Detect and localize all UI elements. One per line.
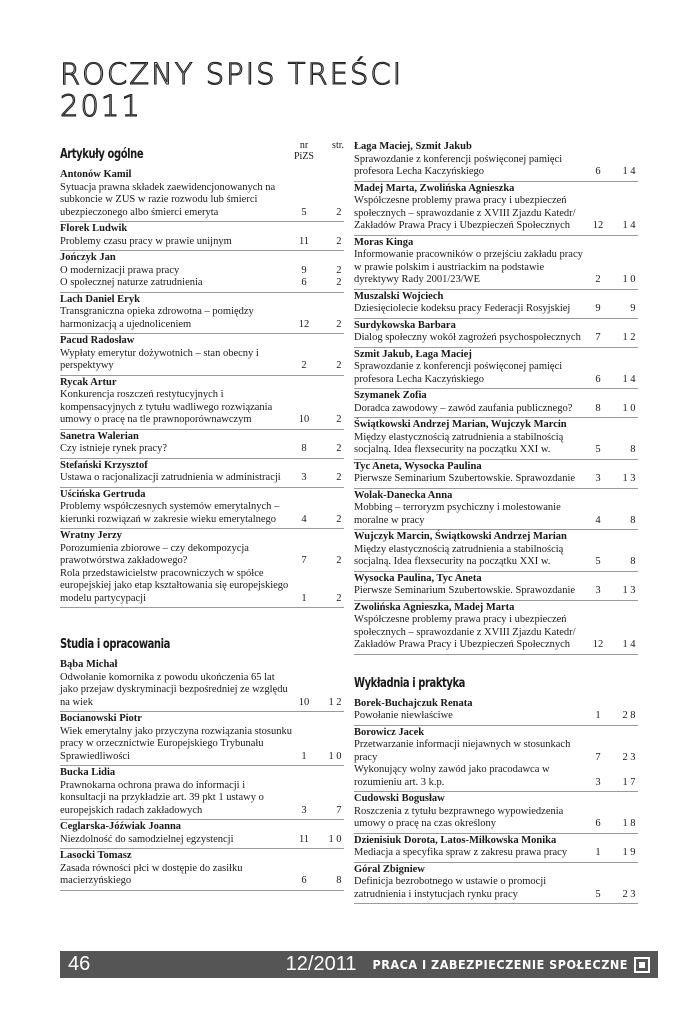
- entry-author: Stefański Krzysztof: [60, 459, 148, 471]
- toc-entry: [60, 459, 344, 488]
- column-label-str: str.: [332, 140, 344, 151]
- entry-author: Surdykowska Barbara: [354, 319, 456, 331]
- entry-page-number: 7: [336, 804, 344, 816]
- entry-page-number: 9: [630, 303, 638, 314]
- entry-author: Muszalski Wojciech: [354, 290, 444, 302]
- toc-entry: [354, 348, 638, 390]
- entry-author: Lach Daniel Eryk: [60, 293, 140, 305]
- entry-item: [354, 473, 638, 486]
- entry-author: Wujczyk Marcin, Świątkowski Andrzej Marian: [354, 531, 567, 542]
- entry-issue-number: 5: [595, 556, 601, 567]
- entry-author: Lasocki Tomasz: [60, 850, 132, 861]
- left-column: [60, 140, 344, 897]
- entry-issue-number: 1: [595, 847, 601, 858]
- entry-issue-number: 3: [301, 804, 307, 816]
- entry-item: [60, 265, 344, 278]
- entry-title: Zasada równości płci w dostępie do zasiłku macierzyńskiego: [60, 862, 243, 886]
- entry-item: [354, 361, 638, 386]
- entry-author: Borowicz Jacek: [354, 726, 425, 738]
- toc-entry: [354, 792, 638, 834]
- entry-title: Wypłaty emerytur dożywotnich – stan obecny i perspektywy: [60, 347, 259, 371]
- entry-title: Odwołanie komornika z powodu ukończenia 65 lat jako przejaw dyskryminacji bezpośredniej ze względu na wiek: [60, 671, 288, 708]
- toc-entry: [354, 290, 638, 319]
- entry-title: Prawnokarna ochrona prawa do informacji i konsultacji na przykładzie art. 39 pkt 1 ustawy o europejskich radach zakładowych: [60, 779, 264, 816]
- entry-item: [60, 834, 344, 847]
- entry-page-number: 2: [336, 277, 344, 288]
- toc-entry: [60, 849, 344, 891]
- entry-issue-number: 12: [298, 318, 310, 330]
- entry-title: Definicja bezrobotnego w ustawie o promocji zatrudnienia i instytucjach rynku pracy: [354, 876, 547, 900]
- entry-page-number: 2: [336, 414, 344, 425]
- entry-author: Wratny Jerzy: [60, 530, 122, 541]
- entry-item: [60, 726, 344, 764]
- entry-author: Madej Marta, Zwolińska Agnieszka: [354, 182, 515, 194]
- entry-author: Tyc Aneta, Wysocka Paulina: [354, 460, 482, 472]
- entry-title: Konkurencja roszczeń restytucyjnych i kompensacyjnych z tytułu wadliwego rozwiązania umowy o pracę na tle prawnoporównawczym: [60, 389, 273, 425]
- entry-page-number: 23: [622, 751, 638, 763]
- toc-entry: [354, 834, 638, 863]
- entry-author: Szymanek Zofia: [354, 390, 427, 401]
- entry-title: Współczesne problemy prawa pracy i ubezpieczeń społecznych – sprawozdanie z XVIII Zjazdu Katedr/ Zakładów Prawa Pracy i Ubezpieczeń Społecznych: [354, 614, 576, 650]
- entry-title: Współczesne problemy prawa pracy i ubezpieczeń społecznych – sprawozdanie z XVIII Zjazdu Katedr/ Zakładów Prawa Pracy i Ubezpieczeń Społecznych: [354, 195, 576, 231]
- entry-item: [354, 502, 638, 527]
- entry-issue-number: 6: [595, 166, 601, 177]
- entry-issue-number: 3: [595, 776, 601, 788]
- entry-title: Pierwsze Seminarium Szubertowskie. Sprawozdanie: [354, 473, 576, 484]
- entry-item: [354, 544, 638, 569]
- entry-item: [60, 501, 344, 526]
- entry-issue-number: 3: [595, 473, 601, 484]
- column-label-nr: nr PiZS: [293, 140, 314, 162]
- entry-author: Jończyk Jan: [60, 252, 116, 263]
- entry-page-number: 23: [622, 888, 638, 900]
- section-studia-i-opracowania: [60, 636, 344, 891]
- entry-title: Między elastycznością zatrudnienia a stabilnością socjalną. Idea flexsecurity na początku XXI w.: [354, 543, 564, 567]
- entry-author: Świątkowski Andrzej Marian, Wujczyk Marcin: [354, 419, 567, 430]
- entry-title: Wykonujący wolny zawód jako pracodawca w rozumieniu art. 3 k.p.: [354, 764, 550, 788]
- entry-page-number: 8: [630, 514, 638, 526]
- entry-item: [60, 472, 344, 485]
- toc-entry: [354, 697, 638, 726]
- entry-page-number: 28: [622, 710, 638, 721]
- entry-issue-number: 11: [298, 833, 310, 845]
- entry-issue-number: 6: [301, 277, 307, 288]
- toc-entry: [354, 418, 638, 460]
- entry-item: [354, 614, 638, 652]
- entry-title: Wiek emerytalny jako przyczyna rozwiązania stosunku pracy w orzecznictwie Europejskiego Trybunału Sprawiedliwości: [60, 725, 292, 762]
- toc-entry: [60, 376, 344, 430]
- toc-entry: [60, 529, 344, 608]
- entry-title: Czy istnieje rynek pracy?: [60, 443, 167, 454]
- toc-entry: [354, 530, 638, 572]
- entry-item: [354, 585, 638, 598]
- entry-issue-number: 12: [592, 220, 604, 231]
- entry-page-number: 12: [328, 696, 344, 708]
- toc-entry: [60, 293, 344, 335]
- entry-page-number: 2: [336, 443, 344, 454]
- entry-author: Rycak Artur: [60, 376, 117, 388]
- entry-issue-number: 5: [301, 206, 307, 218]
- toc-entry: [354, 460, 638, 489]
- journal-name: PRACA I ZABEZPIECZENIE SPOŁECZNE: [372, 957, 628, 972]
- entry-author: Cudowski Bogusław: [354, 793, 445, 804]
- entry-issue-number: 2: [301, 360, 307, 371]
- toc-entry: [354, 389, 638, 418]
- entry-title: Ustawa o racjonalizacji zatrudnienia w administracji: [60, 472, 281, 483]
- toc-entry: [354, 572, 638, 601]
- entry-author: Bucka Lidia: [60, 767, 116, 778]
- entry-item: [354, 249, 638, 287]
- entry-author: Bąba Michał: [60, 659, 118, 670]
- section-title: Studia i opracowania: [60, 636, 170, 652]
- entry-title: O modernizacji prawa pracy: [60, 264, 180, 276]
- entry-page-number: 2: [336, 318, 344, 330]
- entry-item: [60, 672, 344, 710]
- entry-issue-number: 6: [301, 875, 307, 886]
- right-column: [354, 140, 638, 910]
- section-studia-continued: [354, 140, 638, 655]
- entry-author: Bocianowski Piotr: [60, 713, 142, 724]
- toc-entry: [60, 251, 344, 293]
- entry-page-number: 2: [336, 513, 344, 525]
- entry-item: [354, 739, 638, 764]
- toc-entry: [354, 489, 638, 531]
- entry-issue-number: 1: [301, 750, 307, 762]
- entry-author: Borek-Buchajczuk Renata: [354, 697, 473, 709]
- toc-entry: [354, 726, 638, 793]
- entry-item: [60, 568, 344, 606]
- entry-author: Szmit Jakub, Łaga Maciej: [354, 348, 472, 360]
- entry-issue-number: 5: [595, 444, 601, 455]
- toc-entry: [60, 658, 344, 712]
- pizs-logo-icon: [634, 957, 650, 973]
- entry-page-number: 13: [622, 585, 638, 596]
- entry-issue-number: 4: [595, 514, 601, 526]
- entry-page-number: 8: [336, 875, 344, 886]
- entry-item: [354, 764, 638, 789]
- entry-page-number: 2: [336, 206, 344, 218]
- entry-issue-number: 7: [595, 332, 601, 343]
- entry-item: [60, 389, 344, 427]
- entry-author: Pacud Radosław: [60, 335, 135, 346]
- entry-issue-number: 9: [301, 264, 307, 276]
- entry-author: Łaga Maciej, Szmit Jakub: [354, 141, 472, 152]
- entry-page-number: 13: [622, 473, 638, 484]
- entry-item: [60, 236, 344, 249]
- entry-item: [354, 876, 638, 901]
- entry-issue-number: 11: [298, 235, 310, 247]
- column-labels: [292, 140, 344, 162]
- entry-title: Problemy czasu pracy w prawie unijnym: [60, 235, 232, 247]
- toc-entry: [354, 319, 638, 348]
- entry-title: Sprawozdanie z konferencji poświęconej pamięci profesora Lecha Kaczyńskiego: [354, 361, 563, 385]
- entry-item: [60, 443, 344, 456]
- toc-entry: [60, 430, 344, 459]
- entry-title: O społecznej naturze zatrudnienia: [60, 277, 203, 288]
- entry-issue-number: 1: [301, 592, 307, 604]
- toc-entry: [60, 712, 344, 766]
- entry-author: Moras Kinga: [354, 236, 414, 248]
- entry-item: [60, 863, 344, 888]
- entry-title: Przetwarzanie informacji niejawnych w stosunkach pracy: [354, 739, 571, 763]
- entry-item: [354, 847, 638, 860]
- entry-title: Między elastycznością zatrudnienia a stabilnością socjalną. Idea flexsecurity na początku XXI w.: [354, 431, 564, 455]
- entry-page-number: 14: [622, 373, 638, 385]
- entry-item: [60, 277, 344, 290]
- entry-title: Sytuacja prawna składek zaewidencjonowanych na subkoncie w ZUS w razie rozwodu lub śmierci ubezpieczonego albo śmierci emeryta: [60, 181, 276, 218]
- entry-title: Roszczenia z tytułu bezprawnego wypowiedzenia umowy o pracę na czas określony: [354, 805, 564, 829]
- section-title: Wykładnia i praktyka: [354, 674, 465, 691]
- toc-entry: [354, 601, 638, 655]
- entry-page-number: 10: [622, 274, 638, 285]
- entry-title: Dziesięciolecie kodeksu pracy Federacji Rosyjskiej: [354, 303, 571, 314]
- entry-page-number: 2: [336, 360, 344, 371]
- entry-title: Informowanie pracowników o przejściu zakładu pracy w prawie polskim i austriackim na podstawie dyrektywy Rady 2001/23/WE: [354, 249, 583, 285]
- entry-author: Zwolińska Agnieszka, Madej Marta: [354, 601, 515, 613]
- entry-author: Dzienisiuk Dorota, Latos-Miłkowska Monika: [354, 834, 557, 846]
- entry-page-number: 19: [622, 847, 638, 858]
- entry-title: Pierwsze Seminarium Szubertowskie. Sprawozdanie: [354, 585, 576, 596]
- entry-item: [354, 154, 638, 179]
- entry-title: Problemy współczesnych systemów emerytalnych – kierunki rozwiązań w zakresie wieku emerytalnego: [60, 501, 280, 525]
- entry-issue-number: 1: [595, 710, 601, 721]
- entry-page-number: 2: [336, 264, 344, 276]
- entry-page-number: 10: [622, 402, 638, 414]
- toc-entry: [354, 140, 638, 182]
- entry-title: Transgraniczna opieka zdrowotna – pomiędzy harmonizacją a ujednoliceniem: [60, 306, 254, 330]
- entry-page-number: 2: [336, 592, 344, 604]
- entry-item: [354, 432, 638, 457]
- entry-issue-number: 4: [301, 513, 307, 525]
- entry-author: Uścińska Gertruda: [60, 488, 146, 500]
- entry-issue-number: 6: [595, 373, 601, 385]
- entry-page-number: 10: [328, 833, 344, 845]
- entry-author: Ceglarska-Jóźwiak Joanna: [60, 821, 182, 832]
- entry-title: Powołanie niewłaściwe: [354, 710, 453, 721]
- entry-page-number: 14: [622, 220, 638, 231]
- entry-item: [354, 403, 638, 416]
- entry-author: Wolak-Danecka Anna: [354, 489, 453, 501]
- toc-entry: [354, 863, 638, 905]
- entry-issue-number: 12: [592, 639, 604, 650]
- entry-issue-number: 10: [298, 696, 310, 708]
- entry-page-number: 8: [630, 444, 638, 455]
- toc-entry: [60, 488, 344, 530]
- entry-author: Antonów Kamil: [60, 169, 132, 180]
- page-title: ROCZNY SPIS TREŚCI 2011: [60, 57, 404, 123]
- entry-item: [60, 306, 344, 331]
- entry-page-number: 2: [336, 555, 344, 566]
- entry-issue-number: 3: [301, 472, 307, 483]
- toc-entry: [354, 182, 638, 236]
- entry-title: Doradca zawodowy – zawód zaufania publicznego?: [354, 402, 573, 414]
- toc-entry: [354, 236, 638, 290]
- entry-item: [60, 348, 344, 373]
- toc-entry: [60, 334, 344, 376]
- entry-author: Sanetra Walerian: [60, 430, 139, 442]
- toc-entry: [60, 766, 344, 820]
- entry-item: [354, 303, 638, 316]
- entry-issue-number: 7: [301, 555, 307, 566]
- entry-issue-number: 8: [595, 402, 601, 414]
- page-footer: [60, 951, 658, 978]
- entry-title: Mediacja a specyfika spraw z zakresu prawa pracy: [354, 847, 568, 858]
- entry-item: [60, 543, 344, 568]
- entry-page-number: 2: [336, 472, 344, 483]
- entry-issue-number: 9: [595, 303, 601, 314]
- entry-item: [60, 780, 344, 818]
- entry-page-number: 18: [622, 818, 638, 829]
- toc-entry: [60, 222, 344, 251]
- entry-item: [354, 710, 638, 723]
- toc-entry: [60, 168, 344, 222]
- entry-item: [354, 195, 638, 233]
- entry-issue-number: 5: [595, 888, 601, 900]
- entry-page-number: 14: [622, 166, 638, 177]
- entry-title: Mobbing – terroryzm psychiczny i molestowanie moralne w pracy: [354, 502, 561, 526]
- entry-title: Dialog społeczny wokół zagrożeń psychospołecznych: [354, 332, 581, 343]
- entry-issue-number: 10: [298, 414, 310, 425]
- entry-author: Wysocka Paulina, Tyc Aneta: [354, 572, 482, 584]
- entry-item: [354, 332, 638, 345]
- section-artykuly-ogolne: [60, 140, 344, 608]
- entry-item: [60, 182, 344, 220]
- entry-title: Rola przedstawicielstw pracowniczych w spółce europejskiej jako etap kształtowania się europejskiego modelu partycypacji: [60, 567, 289, 604]
- entry-title: Niezdolność do samodzielnej egzystencji: [60, 833, 234, 845]
- entry-issue-number: 3: [595, 585, 601, 596]
- issue-number: 12/2011: [285, 953, 357, 975]
- entry-issue-number: 2: [595, 274, 601, 285]
- section-wykladnia-i-praktyka: [354, 675, 638, 905]
- entry-item: [354, 806, 638, 831]
- entry-page-number: 2: [336, 235, 344, 247]
- entry-title: Sprawozdanie z konferencji poświęconej pamięci profesora Lecha Kaczyńskiego: [354, 153, 563, 177]
- entry-title: Porozumienia zbiorowe – czy dekompozycja prawotwórstwa zakładowego?: [60, 542, 249, 566]
- entry-issue-number: 8: [301, 443, 307, 454]
- page-number: 46: [68, 953, 91, 975]
- toc-entry: [60, 820, 344, 849]
- entry-page-number: 8: [630, 556, 638, 567]
- entry-author: Florek Ludwik: [60, 223, 128, 234]
- entry-page-number: 12: [622, 332, 638, 343]
- entry-author: Góral Zbigniew: [354, 863, 425, 875]
- entry-issue-number: 7: [595, 751, 601, 763]
- entry-page-number: 17: [622, 776, 638, 788]
- entry-page-number: 10: [328, 750, 344, 762]
- entry-page-number: 14: [622, 639, 638, 650]
- entry-issue-number: 6: [595, 818, 601, 829]
- section-title: Artykuły ogólne: [60, 146, 144, 162]
